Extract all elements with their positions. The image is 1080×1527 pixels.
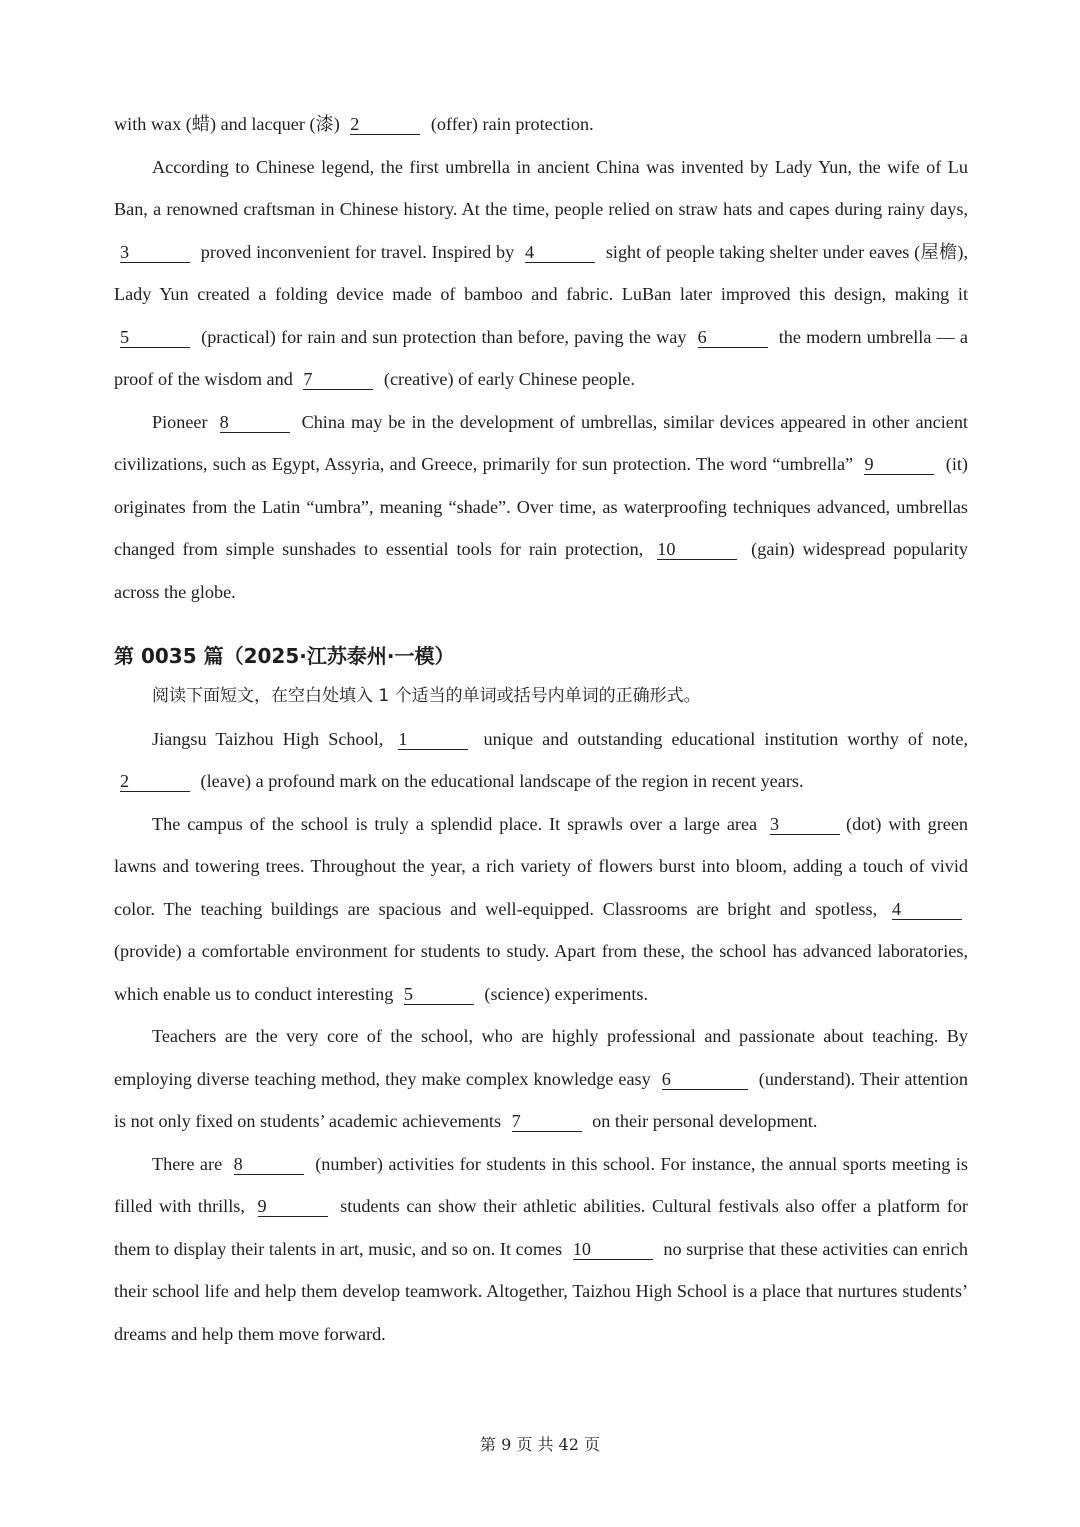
- passage-paragraph: [114, 146, 968, 401]
- text: (it) originates from the Latin “umbra”, meaning “shade”. Over time, as waterproofing techniques advanced, umbrellas changed from simple sunshades to essential tools for rain protection,: [114, 454, 968, 559]
- blank-5: 5: [404, 985, 474, 1005]
- page-footer: 第 9 页 共 42 页: [480, 1435, 600, 1454]
- text: (gain) widespread popularity across the globe.: [114, 539, 968, 602]
- text: Jiangsu Taizhou High School,: [152, 728, 393, 749]
- text: on their personal development.: [587, 1111, 818, 1131]
- blank-7: 7: [512, 1112, 582, 1132]
- passage-paragraph: [114, 1143, 968, 1356]
- text: (science) experiments.: [479, 983, 649, 1004]
- text: There are: [152, 1153, 228, 1174]
- text: no surprise that these activities can enrich their school life and help them develop teamwork. Altogether, Taizhou High School is a place that nurtures students’ dreams and help them move forward.: [114, 1238, 969, 1344]
- blank-5: 5: [120, 328, 190, 348]
- text: with wax (蜡) and lacquer (漆): [114, 114, 345, 134]
- text: Teachers are the very core of the school, who are highly professional and passionate about teaching. By employing diverse teaching method, they make complex knowledge easy: [114, 1026, 968, 1089]
- text: proved inconvenient for travel. Inspired by: [196, 241, 520, 262]
- text: (understand). Their attention is not only fixed on students’ academic achievements: [114, 1068, 968, 1131]
- text: The campus of the school is truly a splendid place. It sprawls over a large area: [152, 813, 765, 834]
- blank-9: 9: [864, 455, 934, 475]
- instruction-text: 阅读下面短文，在空白处填入 1 个适当的单词或括号内单词的正确形式。: [152, 686, 701, 706]
- text: According to Chinese legend, the first umbrella in ancient China was invented by Lady Yun, the wife of Lu Ban, a renowned craftsman in Chinese history. At the time, people relied on straw hats and capes during rainy days,: [114, 156, 968, 219]
- text: (offer) rain protection.: [426, 114, 594, 134]
- text: unique and outstanding educational institution worthy of note,: [474, 728, 969, 749]
- text: (practical) for rain and sun protection than before, paving the way: [196, 326, 692, 347]
- blank-7: 7: [303, 370, 373, 390]
- blank-10: 10: [657, 540, 737, 560]
- blank-3: 3: [120, 243, 190, 263]
- blank-1: 1: [398, 730, 468, 750]
- passage-paragraph: [114, 401, 968, 614]
- blank-6: 6: [662, 1070, 748, 1090]
- blank-8: 8: [220, 413, 290, 433]
- section-title: 第 0035 篇（2025·江苏泰州·一模）: [114, 644, 455, 668]
- passage-paragraph: [114, 803, 968, 1016]
- blank-4: 4: [525, 243, 595, 263]
- blank-8: 8: [234, 1155, 304, 1175]
- document-page: [114, 103, 968, 1355]
- passage-paragraph: [114, 718, 968, 803]
- blank-3: 3: [770, 815, 840, 835]
- passage-paragraph: [114, 1015, 968, 1143]
- text: the modern umbrella — a proof of the wisdom and: [114, 326, 968, 389]
- text: (leave) a profound mark on the educational landscape of the region in recent years.: [196, 771, 804, 791]
- blank-4: 4: [892, 900, 962, 920]
- passage-paragraph: [114, 103, 968, 146]
- blank-9: 9: [258, 1197, 328, 1217]
- text: sight of people taking shelter under eaves (屋檐), Lady Yun created a folding device made of bamboo and fabric. LuBan later improved this design, making it: [114, 241, 968, 304]
- blank-10: 10: [573, 1240, 653, 1260]
- blank-2: 2: [350, 115, 420, 135]
- blank-2: 2: [120, 772, 190, 792]
- text: China may be in the development of umbrellas, similar devices appeared in other ancient civilizations, such as Egypt, Assyria, and Greece, primarily for sun protection. The word “umbrella”: [114, 411, 968, 474]
- text: (number) activities for students in this school. For instance, the annual sports meeting is filled with thrills,: [114, 1153, 968, 1216]
- text: Pioneer: [152, 411, 214, 432]
- blank-6: 6: [698, 328, 768, 348]
- text: (dot) with green lawns and towering trees. Throughout the year, a rich variety of flowers burst into bloom, adding a touch of vivid color. The teaching buildings are spacious and well-equipped. Classrooms are bright and spotless,: [114, 813, 968, 919]
- text: (provide) a comfortable environment for students to study. Apart from these, the school has advanced laboratories, which enable us to conduct interesting: [114, 941, 968, 1004]
- text: students can show their athletic abilities. Cultural festivals also offer a platform for them to display their talents in art, music, and so on. It comes: [114, 1196, 968, 1259]
- text: (creative) of early Chinese people.: [379, 369, 635, 389]
